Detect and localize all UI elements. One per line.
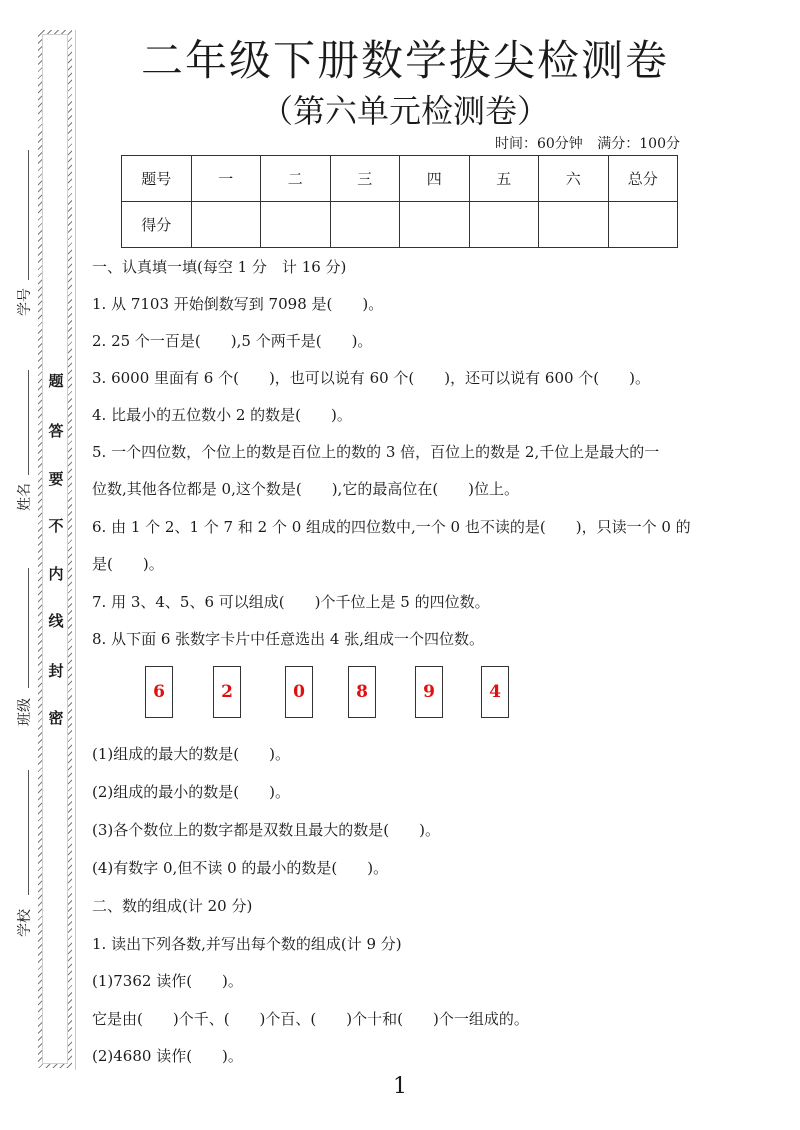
number-card: 0 xyxy=(285,666,313,718)
table-cell: 三 xyxy=(330,156,400,202)
table-cell: 二 xyxy=(261,156,331,202)
binding-strip-inner xyxy=(42,34,68,1064)
score-entry-cell[interactable] xyxy=(539,202,609,248)
exam-meta xyxy=(440,133,680,153)
question-item: 位数,其他各位都是 0,这个数是( ),它的最高位在( )位上。 xyxy=(92,480,520,498)
number-card: 9 xyxy=(415,666,443,718)
question-item: 5. 一个四位数，个位上的数是百位上的数的 3 倍，百位上的数是 2,千位上是最大的一 xyxy=(92,443,660,461)
score-entry-cell[interactable] xyxy=(261,202,331,248)
number-card: 4 xyxy=(481,666,509,718)
seal-char: 封 xyxy=(48,662,64,680)
question-item: (2)4680 读作( )。 xyxy=(92,1047,243,1065)
seal-char: 不 xyxy=(48,517,64,535)
question-item: (1)7362 读作( )。 xyxy=(92,972,243,990)
sub-question-item: (4)有数字 0,但不读 0 的最小的数是( )。 xyxy=(92,859,389,877)
seal-char: 要 xyxy=(48,470,64,488)
school-label: 学校 xyxy=(17,909,33,937)
table-cell: 得分 xyxy=(122,202,192,248)
number-card: 6 xyxy=(145,666,173,718)
exam-score: 满分：100分 xyxy=(597,136,680,152)
number-card: 2 xyxy=(213,666,241,718)
seal-char: 答 xyxy=(48,422,64,440)
score-entry-cell[interactable] xyxy=(191,202,261,248)
section-1-heading: 一、认真填一填(每空 1 分 计 16 分) xyxy=(92,258,347,276)
score-table-score-row xyxy=(122,202,678,248)
name-line[interactable] xyxy=(28,370,29,475)
student-id-line[interactable] xyxy=(28,150,29,280)
number-card: 8 xyxy=(348,666,376,718)
question-item: 是( )。 xyxy=(92,555,164,573)
section-2-heading: 二、数的组成(计 20 分) xyxy=(92,897,253,915)
class-label: 班级 xyxy=(17,698,33,726)
sub-question-item: (2)组成的最小的数是( )。 xyxy=(92,783,290,801)
question-item: 4. 比最小的五位数小 2 的数是( )。 xyxy=(92,406,352,424)
question-item: 3. 6000 里面有 6 个( )，也可以说有 60 个( )，还可以说有 600 个( )。 xyxy=(92,369,651,387)
question-item: 2. 25 个一百是( ),5 个两千是( )。 xyxy=(92,332,373,350)
table-cell: 六 xyxy=(539,156,609,202)
page-title: 二年级下册数学拔尖检测卷 xyxy=(140,36,669,85)
score-entry-cell[interactable] xyxy=(469,202,539,248)
table-cell: 一 xyxy=(191,156,261,202)
sub-question-item: (3)各个数位上的数字都是双数且最大的数是( )。 xyxy=(92,821,440,839)
page-number: 1 xyxy=(393,1074,407,1099)
seal-char: 密 xyxy=(48,709,64,727)
table-cell: 题号 xyxy=(122,156,192,202)
score-table xyxy=(121,155,678,248)
page-subtitle: （第六单元检测卷） xyxy=(260,92,549,130)
score-entry-cell[interactable] xyxy=(608,202,678,248)
table-cell: 四 xyxy=(400,156,470,202)
question-item: 1. 读出下列各数,并写出每个数的组成(计 9 分) xyxy=(92,935,402,953)
question-item: 6. 由 1 个 2、1 个 7 和 2 个 0 组成的四位数中,一个 0 也不读的是( )，只读一个 0 的 xyxy=(92,518,691,536)
class-line[interactable] xyxy=(28,568,29,688)
question-item: 8. 从下面 6 张数字卡片中任意选出 4 张,组成一个四位数。 xyxy=(92,630,485,648)
seal-char: 内 xyxy=(48,565,64,583)
table-cell: 总分 xyxy=(608,156,678,202)
binding-divider xyxy=(75,30,76,1070)
question-item: 1. 从 7103 开始倒数写到 7098 是( )。 xyxy=(92,295,384,313)
sub-question-item: (1)组成的最大的数是( )。 xyxy=(92,745,290,763)
student-id-label: 学号 xyxy=(17,288,33,316)
seal-char: 题 xyxy=(48,372,64,390)
question-item: 7. 用 3、4、5、6 可以组成( )个千位上是 5 的四位数。 xyxy=(92,593,490,611)
name-label: 姓名 xyxy=(17,483,33,511)
table-cell: 五 xyxy=(469,156,539,202)
seal-char: 线 xyxy=(48,612,64,630)
score-table-header-row xyxy=(122,156,678,202)
question-item: 它是由( )个千、( )个百、( )个十和( )个一组成的。 xyxy=(92,1010,529,1028)
score-entry-cell[interactable] xyxy=(330,202,400,248)
exam-time: 时间：60分钟 xyxy=(494,136,583,152)
school-line[interactable] xyxy=(28,770,29,895)
score-entry-cell[interactable] xyxy=(400,202,470,248)
